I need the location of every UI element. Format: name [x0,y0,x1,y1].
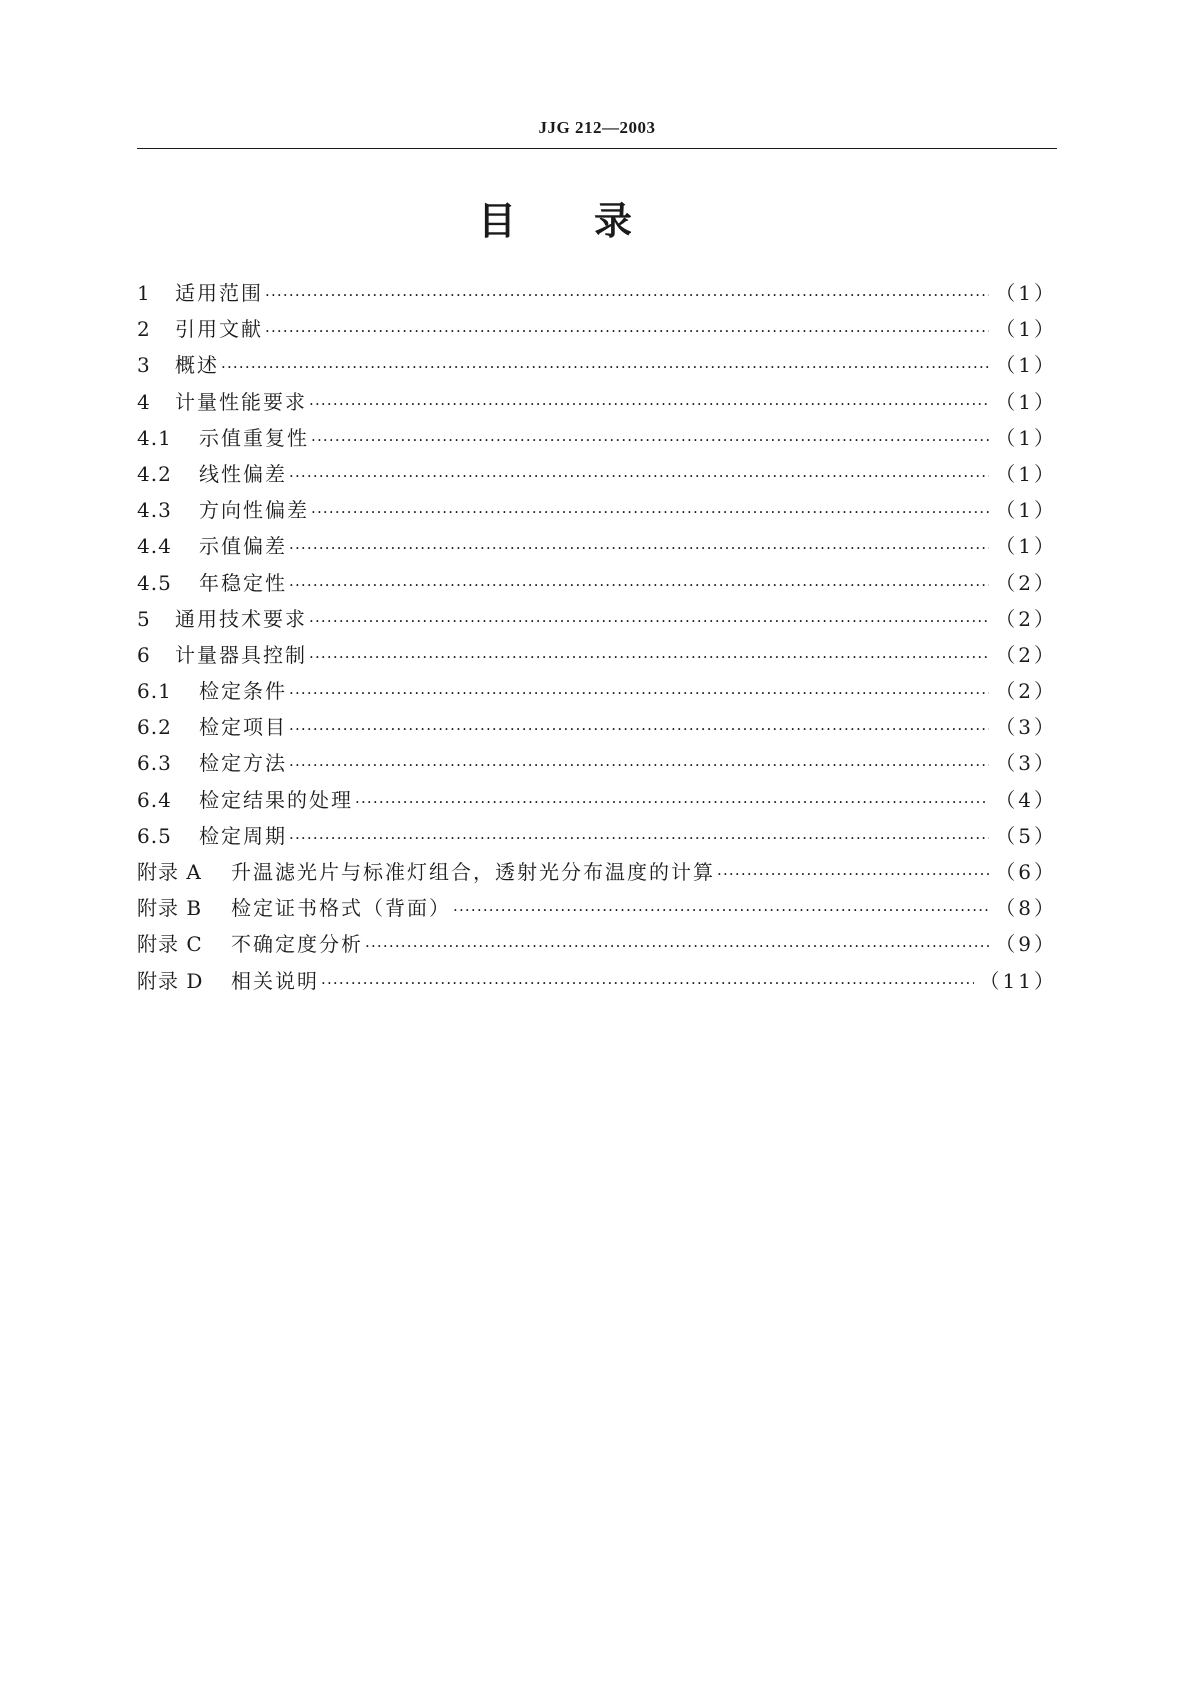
toc-entry-title: 适用范围 [175,281,263,305]
toc-leader-dots [289,458,989,494]
page-title-char-1: 目 [478,199,517,243]
toc-entry-title: 通用技术要求 [175,606,307,631]
toc-entry-number: 6.3 [137,751,172,776]
toc-entry-number: 附录 D [137,968,204,993]
toc-entry-page: （1） [995,389,1057,414]
table-of-contents [137,275,1057,999]
toc-entry-number: 6.2 [137,715,172,740]
toc-leader-dots [289,530,989,566]
toc-entry-title: 检定条件 [199,679,287,704]
toc-leader-dots [221,349,989,385]
toc-entry[interactable] [137,565,1057,601]
toc-entry[interactable] [137,818,1057,854]
toc-leader-dots [289,675,989,711]
toc-entry-number: 4.5 [137,570,172,595]
toc-entry-title: 示值偏差 [199,534,287,559]
toc-entry-title: 计量性能要求 [175,389,307,414]
toc-leader-dots [453,892,989,928]
toc-entry[interactable] [137,601,1057,637]
toc-leader-dots [289,747,989,783]
toc-entry-page: （5） [995,823,1057,848]
toc-entry-page: （3） [995,715,1057,740]
toc-entry-title: 检定结果的处理 [199,787,353,812]
toc-entry-title: 相关说明 [231,968,319,993]
toc-entry[interactable] [137,528,1057,564]
toc-entry-page: （1） [995,281,1057,305]
toc-leader-dots [309,639,989,675]
toc-entry-number: 4 [137,389,151,414]
toc-entry-title: 线性偏差 [199,461,287,486]
toc-entry-number: 附录 C [137,932,203,957]
toc-leader-dots [355,784,989,820]
toc-entry-title: 检定项目 [199,715,287,740]
toc-entry[interactable] [137,420,1057,456]
toc-entry-number: 3 [137,353,151,378]
toc-leader-dots [309,603,989,639]
toc-entry-title: 检定证书格式（背面） [231,896,451,921]
toc-entry-page: （2） [995,606,1057,631]
toc-entry-number: 1 [137,281,151,305]
toc-entry-page: （1） [995,353,1057,378]
toc-leader-dots [289,567,989,603]
toc-leader-dots [309,386,989,422]
toc-entry-number: 5 [137,606,151,631]
toc-entry-title: 计量器具控制 [175,642,307,667]
toc-entry[interactable] [137,673,1057,709]
toc-entry-page: （8） [995,896,1057,921]
toc-entry-number: 6.4 [137,787,172,812]
toc-entry-page: （11） [979,968,1057,993]
toc-entry-title: 升温滤光片与标准灯组合，透射光分布温度的计算 [231,860,715,884]
toc-entry-number: 6 [137,642,151,667]
toc-leader-dots [265,313,989,349]
toc-entry-title: 引用文献 [175,317,263,342]
toc-entry-page: （1） [995,317,1057,342]
toc-entry-number: 4.3 [137,498,172,523]
toc-entry-title: 示值重复性 [199,425,309,450]
document-code-header: JJG 212—2003 [538,118,656,137]
toc-entry-title: 方向性偏差 [199,498,309,523]
toc-entry[interactable] [137,926,1057,962]
toc-entry-page: （1） [995,425,1057,450]
toc-entry[interactable] [137,745,1057,781]
toc-entry[interactable] [137,311,1057,347]
toc-entry-title: 概述 [175,353,219,378]
toc-entry-number: 4.2 [137,461,172,486]
toc-entry-number: 4.4 [137,534,172,559]
page-title-char-2: 录 [594,199,633,243]
toc-entry[interactable] [137,347,1057,383]
toc-entry-title: 不确定度分析 [231,932,363,957]
header-rule [137,148,1057,149]
toc-entry-page: （2） [995,642,1057,667]
toc-entry[interactable] [137,384,1057,420]
page-title [0,196,1191,246]
toc-entry-page: （3） [995,751,1057,776]
toc-entry-page: （9） [995,932,1057,957]
toc-entry-number: 2 [137,317,151,342]
toc-entry-number: 6.1 [137,679,172,704]
toc-entry-title: 检定方法 [199,751,287,776]
toc-leader-dots [311,494,989,530]
toc-entry[interactable] [137,637,1057,673]
toc-entry[interactable] [137,854,1057,890]
toc-entry-page: （4） [995,787,1057,812]
toc-entry-title: 检定周期 [199,823,287,848]
toc-leader-dots [717,856,989,892]
toc-entry[interactable] [137,782,1057,818]
toc-entry-page: （1） [995,461,1057,486]
toc-entry-page: （6） [995,860,1057,884]
toc-entry-page: （1） [995,534,1057,559]
toc-leader-dots [311,422,989,458]
toc-leader-dots [365,928,989,964]
toc-leader-dots [265,277,989,313]
toc-entry-number: 附录 A [137,860,202,884]
toc-leader-dots [289,820,989,856]
toc-leader-dots [289,711,989,747]
toc-leader-dots [321,965,974,1001]
toc-entry-number: 附录 B [137,896,203,921]
toc-entry-page: （2） [995,570,1057,595]
toc-entry[interactable] [137,890,1057,926]
toc-entry-title: 年稳定性 [199,570,287,595]
toc-entry-page: （2） [995,679,1057,704]
toc-entry[interactable] [137,492,1057,528]
toc-entry[interactable] [137,456,1057,492]
toc-entry[interactable] [137,963,1057,999]
toc-entry-page: （1） [995,498,1057,523]
toc-entry[interactable] [137,275,1057,311]
toc-entry[interactable] [137,709,1057,745]
toc-entry-number: 4.1 [137,425,172,450]
toc-entry-number: 6.5 [137,823,172,848]
